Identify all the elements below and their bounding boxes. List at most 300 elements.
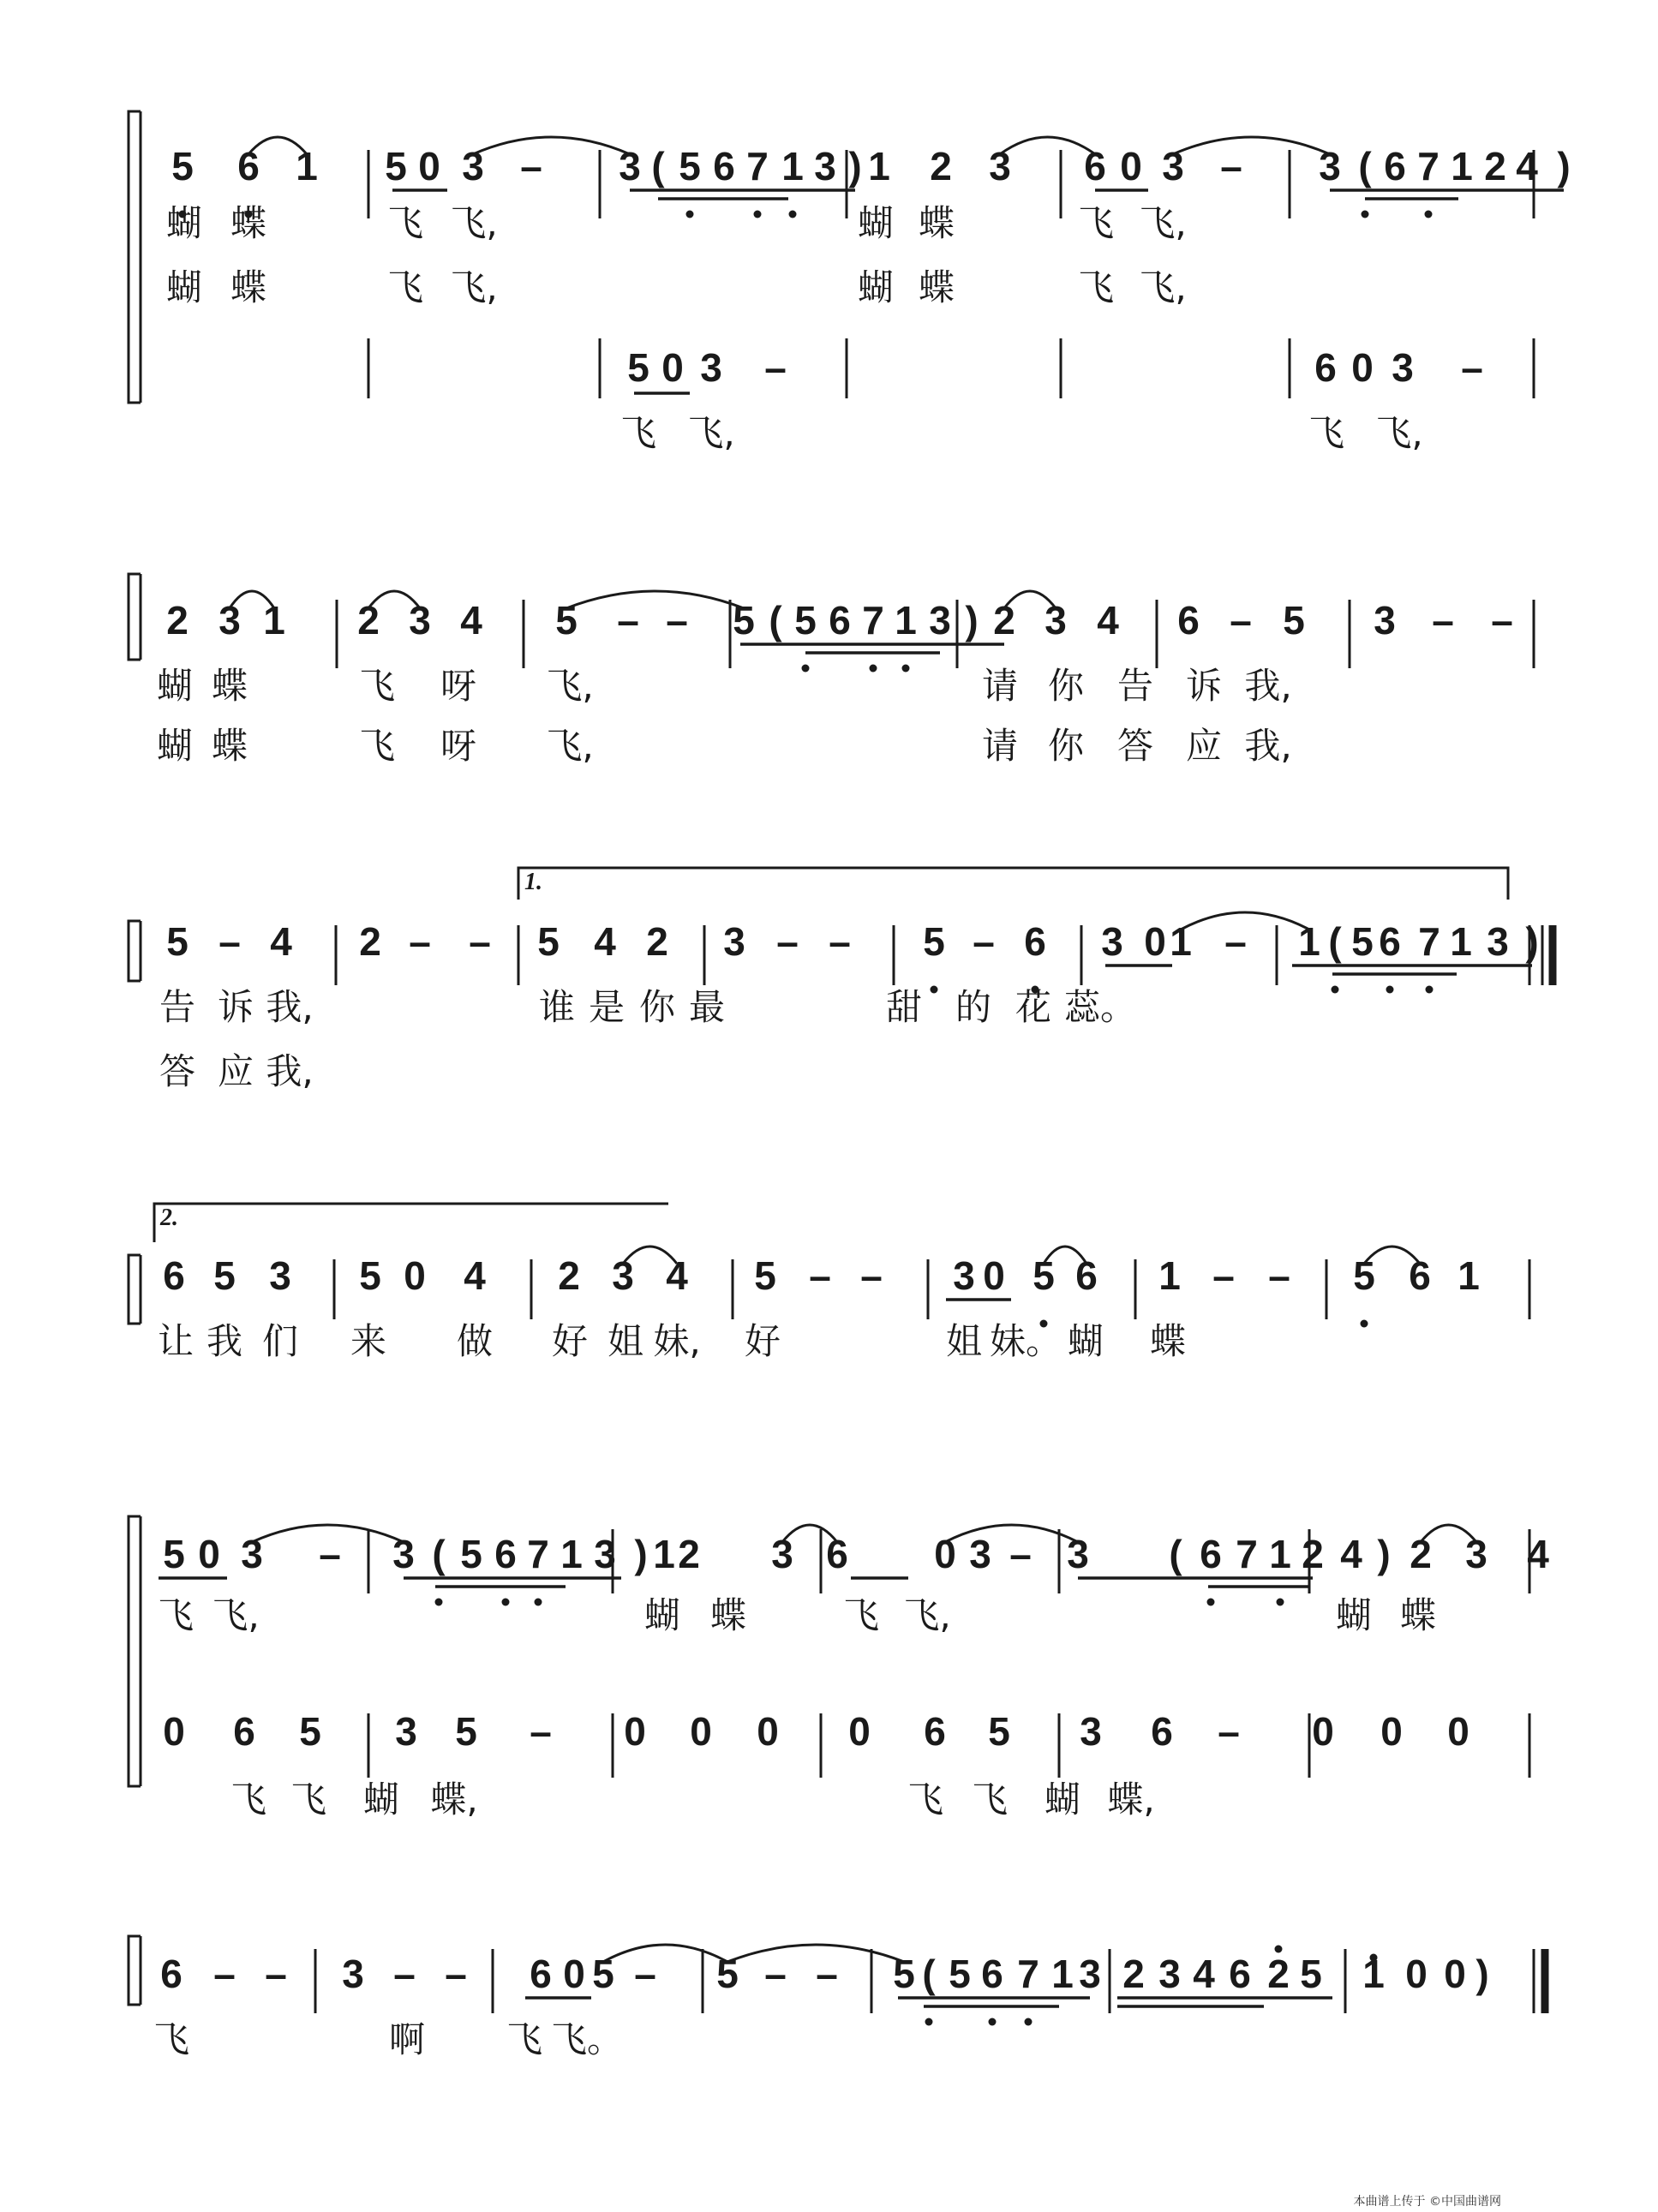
- jianpu-note: 4: [1527, 1532, 1549, 1576]
- jianpu-note: 5: [171, 144, 194, 188]
- score-lines: [129, 111, 1564, 2026]
- jianpu-note: 6: [160, 1952, 183, 1996]
- jianpu-note: 7: [1417, 144, 1440, 188]
- jianpu-note: 5: [163, 1532, 185, 1576]
- lyric-char: 你: [1047, 665, 1085, 707]
- lyric-char: 妹,: [653, 1320, 701, 1362]
- jianpu-note: 2: [1267, 1952, 1290, 1996]
- octave-dot: [754, 211, 762, 218]
- jianpu-note: 3: [814, 144, 836, 188]
- jianpu-note: 3: [771, 1532, 793, 1576]
- jianpu-note: 0: [1444, 1952, 1466, 1996]
- system-bracket: [129, 111, 141, 403]
- jianpu-note: ): [848, 144, 862, 188]
- jianpu-note: 5: [299, 1709, 321, 1754]
- octave-dot: [789, 211, 797, 218]
- jianpu-note: 3: [1319, 144, 1341, 188]
- jianpu-note: –: [809, 1253, 831, 1298]
- jianpu-note: 5: [555, 598, 578, 643]
- jianpu-note: 3: [969, 1532, 991, 1576]
- jianpu-note: 0: [1380, 1709, 1403, 1754]
- jianpu-note: 6: [713, 144, 735, 188]
- octave-dot: [502, 1599, 510, 1606]
- jianpu-note: 7: [862, 598, 884, 643]
- lyric-char: 飞。: [550, 2018, 624, 2060]
- octave-dot: [1361, 1320, 1368, 1328]
- jianpu-note: 2: [357, 598, 380, 643]
- jianpu-note: 6: [1409, 1253, 1431, 1298]
- jianpu-note: 6: [1314, 345, 1337, 390]
- jianpu-note: 4: [270, 919, 292, 964]
- jianpu-note: 0: [163, 1709, 185, 1754]
- jianpu-note: 6: [163, 1253, 185, 1298]
- lyric-char: 我: [206, 1320, 243, 1362]
- lyric-char: 蝶: [918, 202, 955, 244]
- lyric-char: 飞,: [450, 266, 498, 308]
- jianpu-note: 5: [455, 1709, 477, 1754]
- jianpu-note: –: [1218, 1709, 1240, 1754]
- jianpu-note: 6: [826, 1532, 848, 1576]
- lyric-char: 蝴: [165, 202, 203, 244]
- lyric-char: 飞,: [1375, 412, 1423, 454]
- jianpu-note: 3: [1101, 919, 1123, 964]
- jianpu-note: 2: [359, 919, 381, 964]
- jianpu-note: 0: [1120, 144, 1142, 188]
- jianpu-note: 6: [1200, 1532, 1222, 1576]
- lyric-char: 飞: [290, 1779, 327, 1820]
- lyric-char: 让: [157, 1320, 195, 1362]
- lyric-char: 飞: [971, 1779, 1009, 1820]
- lyric-char: 好: [744, 1320, 781, 1362]
- jianpu-note: (: [1328, 919, 1342, 964]
- jianpu-note: 1: [781, 144, 804, 188]
- jianpu-note: 7: [1418, 919, 1440, 964]
- jianpu-note: 0: [198, 1532, 220, 1576]
- lyric-char: 蝶,: [430, 1779, 478, 1820]
- lyric-char: 应: [1185, 725, 1223, 767]
- lyric-char: 是: [588, 986, 625, 1028]
- jianpu-note: 2: [1410, 1532, 1432, 1576]
- jianpu-note: –: [530, 1709, 552, 1754]
- system-bracket: [129, 1255, 141, 1324]
- jianpu-note: 2: [166, 598, 189, 643]
- jianpu-note: 5: [1033, 1253, 1055, 1298]
- footer-credit: 本曲谱上传于 ©中国曲谱网: [1353, 2195, 1501, 2209]
- lyric-char: 蝶,: [1107, 1779, 1155, 1820]
- jianpu-note: ): [1377, 1532, 1391, 1576]
- jianpu-note: 6: [233, 1709, 255, 1754]
- jianpu-note: –: [469, 919, 491, 964]
- jianpu-note: 5: [359, 1253, 381, 1298]
- jianpu-note: –: [319, 1532, 341, 1576]
- jianpu-note: 5: [1351, 919, 1374, 964]
- lyric-char: 飞,: [450, 202, 498, 244]
- jianpu-note: 2: [1302, 1532, 1324, 1576]
- jianpu-note: –: [520, 144, 542, 188]
- octave-dot: [989, 2018, 997, 2026]
- lyric-char: 妹。: [989, 1320, 1062, 1362]
- jianpu-note: 3: [409, 598, 431, 643]
- lyric-char: 飞: [506, 2018, 543, 2060]
- lyric-char: 蝴: [165, 266, 203, 308]
- jianpu-note: (: [769, 598, 782, 643]
- jianpu-note: 5: [213, 1253, 236, 1298]
- jianpu-note: 5: [460, 1532, 482, 1576]
- lyric-char: 蝶: [230, 266, 267, 308]
- lyric-char: 飞: [1077, 266, 1115, 308]
- lyric-char: 答: [159, 1050, 196, 1092]
- jianpu-note: 1: [1158, 1253, 1181, 1298]
- lyric-char: 甜: [885, 986, 923, 1028]
- tie-slur: [603, 1945, 727, 1962]
- jianpu-note: (: [1169, 1532, 1182, 1576]
- lyric-char: 飞: [1077, 202, 1115, 244]
- jianpu-note: –: [445, 1952, 467, 1996]
- lyric-char: 姐: [945, 1320, 983, 1362]
- octave-dot: [902, 665, 910, 673]
- lyric-char: 蝴: [1044, 1779, 1081, 1820]
- jianpu-note: 1: [1451, 144, 1473, 188]
- jianpu-note: 5: [385, 144, 407, 188]
- jianpu-note: 5: [949, 1952, 971, 1996]
- lyric-char: 啊: [388, 2018, 426, 2060]
- jianpu-note: 3: [218, 598, 241, 643]
- lyric-char: 呀: [440, 665, 477, 707]
- octave-dot: [1426, 986, 1434, 994]
- jianpu-note: (: [922, 1952, 936, 1996]
- octave-dot: [1386, 986, 1394, 994]
- lyric-char: 好: [551, 1320, 589, 1362]
- lyric-char: 我,: [1244, 665, 1292, 707]
- jianpu-note: –: [816, 1952, 838, 1996]
- jianpu-note: ): [634, 1532, 648, 1576]
- lyric-char: 蝴: [857, 266, 895, 308]
- jianpu-note: 3: [1162, 144, 1184, 188]
- score-text: [153, 144, 1571, 2060]
- lyric-char: 飞: [358, 725, 396, 767]
- volta-2-bracket: [154, 1204, 668, 1242]
- jianpu-note: (: [1358, 144, 1372, 188]
- lyric-char: 飞: [620, 412, 657, 454]
- lyric-char: 飞: [358, 665, 396, 707]
- jianpu-note: 1: [1450, 919, 1472, 964]
- jianpu-note: 0: [1144, 919, 1166, 964]
- jianpu-note: 3: [241, 1532, 263, 1576]
- lyric-char: 蝴: [156, 665, 194, 707]
- jianpu-note: 6: [1379, 919, 1401, 964]
- jianpu-note: –: [1009, 1532, 1032, 1576]
- octave-dot: [870, 665, 877, 673]
- lyric-char: 飞: [157, 1594, 195, 1636]
- jianpu-note: –: [973, 919, 995, 964]
- lyric-char: 飞,: [546, 725, 594, 767]
- jianpu-note: –: [764, 345, 787, 390]
- jianpu-note: 0: [1351, 345, 1374, 390]
- lyric-char: 答: [1116, 725, 1154, 767]
- jianpu-note: 5: [988, 1709, 1010, 1754]
- lyric-char: 飞,: [212, 1594, 260, 1636]
- lyric-char: 请: [981, 725, 1019, 767]
- system-bracket: [129, 1516, 141, 1786]
- lyric-char: 飞,: [687, 412, 735, 454]
- jianpu-note: –: [218, 919, 241, 964]
- jianpu-note: (: [651, 144, 665, 188]
- lyric-char: 蝶: [211, 665, 248, 707]
- jianpu-note: ): [1557, 144, 1571, 188]
- lyric-char: 蝴: [1335, 1594, 1373, 1636]
- jianpu-note: 5: [537, 919, 560, 964]
- jianpu-note: 6: [1177, 598, 1200, 643]
- lyric-char: 呀: [440, 725, 477, 767]
- jianpu-note: –: [1461, 345, 1483, 390]
- jianpu-note: 5: [754, 1253, 776, 1298]
- jianpu-note: –: [213, 1952, 236, 1996]
- lyric-char: 蝴: [643, 1594, 681, 1636]
- jianpu-note: 1: [296, 144, 318, 188]
- lyric-char: 蝴: [1067, 1320, 1104, 1362]
- jianpu-note: 0: [418, 144, 440, 188]
- jianpu-note: 3: [1487, 919, 1509, 964]
- jianpu-note: 7: [527, 1532, 549, 1576]
- lyric-char: 的: [955, 986, 992, 1028]
- jianpu-note: 5: [794, 598, 817, 643]
- jianpu-note: 6: [829, 598, 851, 643]
- octave-dot: [925, 2018, 933, 2026]
- lyric-char: 飞: [386, 202, 424, 244]
- jianpu-note: 2: [558, 1253, 580, 1298]
- jianpu-note: 6: [494, 1532, 517, 1576]
- jianpu-note: 6: [1084, 144, 1106, 188]
- lyric-char: 花: [1015, 986, 1052, 1028]
- jianpu-note: 4: [1097, 598, 1119, 643]
- jianpu-note: 0: [624, 1709, 646, 1754]
- octave-dot: [435, 1599, 443, 1606]
- jianpu-note: 3: [392, 1532, 415, 1576]
- lyric-char: 飞,: [546, 665, 594, 707]
- lyric-char: 请: [981, 665, 1019, 707]
- jianpu-note: 3: [269, 1253, 291, 1298]
- jianpu-note: 3: [700, 345, 722, 390]
- jianpu-note: 3: [1374, 598, 1396, 643]
- lyric-char: 诉: [1185, 665, 1223, 707]
- lyric-char: 飞: [842, 1594, 880, 1636]
- jianpu-note: –: [634, 1952, 656, 1996]
- lyric-char: 飞: [386, 266, 424, 308]
- lyric-char: 飞: [1308, 412, 1345, 454]
- jianpu-note: 0: [1447, 1709, 1469, 1754]
- jianpu-note: 4: [1193, 1952, 1215, 1996]
- jianpu-note: 3: [342, 1952, 364, 1996]
- octave-dot: [1277, 1599, 1284, 1606]
- lyric-char: 我,: [266, 986, 314, 1028]
- jianpu-note: 4: [464, 1253, 486, 1298]
- jianpu-note: 5: [1300, 1952, 1322, 1996]
- jianpu-note: 4: [1340, 1532, 1362, 1576]
- jianpu-note: 2: [678, 1532, 700, 1576]
- jianpu-note: 3: [395, 1709, 417, 1754]
- jianpu-note: 0: [563, 1952, 585, 1996]
- lyric-char: 蝴: [156, 725, 194, 767]
- jianpu-note: 4: [460, 598, 482, 643]
- octave-dot: [1362, 211, 1369, 218]
- lyric-char: 谁: [538, 986, 576, 1028]
- jianpu-note: 3: [619, 144, 641, 188]
- jianpu-note: –: [1212, 1253, 1235, 1298]
- jianpu-note: –: [1230, 598, 1252, 643]
- jianpu-note: 0: [690, 1709, 712, 1754]
- jianpu-note: 6: [1075, 1253, 1098, 1298]
- jianpu-note: 1: [560, 1532, 583, 1576]
- jianpu-note: –: [1220, 144, 1242, 188]
- lyric-char: 飞,: [1139, 266, 1187, 308]
- jianpu-note: 0: [934, 1532, 956, 1576]
- jianpu-note: 2: [1122, 1952, 1145, 1996]
- jianpu-note: –: [265, 1952, 287, 1996]
- tie-slur: [566, 591, 744, 608]
- jianpu-note: 3: [1465, 1532, 1487, 1576]
- lyric-char: 蕊。: [1063, 986, 1137, 1028]
- octave-dot: [1207, 1599, 1215, 1606]
- jianpu-note: 0: [404, 1253, 426, 1298]
- jianpu-note: 7: [1017, 1952, 1039, 1996]
- jianpu-note: –: [666, 598, 688, 643]
- volta-1-label: 1.: [524, 869, 542, 895]
- lyric-char: 诉: [217, 986, 254, 1028]
- jianpu-note: 4: [594, 919, 616, 964]
- jianpu-note: 3: [612, 1253, 634, 1298]
- octave-dot: [1425, 211, 1433, 218]
- jianpu-note: 3: [1079, 1952, 1101, 1996]
- lyric-char: 你: [1047, 725, 1085, 767]
- octave-dot: [802, 665, 810, 673]
- jianpu-note: 0: [1405, 1952, 1428, 1996]
- jianpu-note: 1: [1362, 1952, 1385, 1996]
- lyric-char: 蝶: [230, 202, 267, 244]
- jianpu-note: 6: [981, 1952, 1003, 1996]
- octave-dot: [931, 986, 938, 994]
- jianpu-note: 2: [1484, 144, 1506, 188]
- jianpu-note: 1: [1457, 1253, 1480, 1298]
- jianpu-note: 1: [1170, 919, 1192, 964]
- lyric-char: 飞: [230, 1779, 267, 1820]
- lyric-char: 最: [688, 986, 726, 1028]
- tie-slur: [1000, 137, 1095, 154]
- system-bracket: [129, 574, 141, 660]
- jianpu-note: 5: [679, 144, 701, 188]
- volta-1-bracket: [518, 868, 1508, 900]
- jianpu-note: 3: [1392, 345, 1414, 390]
- jianpu-note: –: [860, 1253, 883, 1298]
- system-bracket: [129, 1936, 141, 2005]
- lyric-char: 告: [1116, 665, 1154, 707]
- lyric-char: 飞,: [903, 1594, 951, 1636]
- jianpu-note: 3: [723, 919, 745, 964]
- jianpu-note: 3: [462, 144, 484, 188]
- lyric-char: 飞: [153, 2018, 190, 2060]
- jianpu-note: 3: [1067, 1532, 1089, 1576]
- jianpu-note: 4: [666, 1253, 688, 1298]
- lyric-char: 你: [638, 986, 676, 1028]
- jianpu-note: 6: [1384, 144, 1406, 188]
- lyric-char: 飞: [907, 1779, 944, 1820]
- jianpu-note: 5: [733, 598, 755, 643]
- jianpu-note: 3: [1080, 1709, 1102, 1754]
- jianpu-note: 6: [924, 1709, 946, 1754]
- jianpu-note: 0: [848, 1709, 871, 1754]
- jianpu-note: 5: [893, 1952, 915, 1996]
- jianpu-note: 6: [1024, 919, 1046, 964]
- lyric-char: 做: [456, 1320, 494, 1362]
- jianpu-note: 1: [653, 1532, 675, 1576]
- lyric-char: 告: [159, 986, 196, 1028]
- jianpu-note: 0: [1312, 1709, 1334, 1754]
- jianpu-note: –: [776, 919, 799, 964]
- lyric-char: 飞,: [1139, 202, 1187, 244]
- jianpu-note: 3: [953, 1253, 975, 1298]
- jianpu-note: 1: [1051, 1952, 1074, 1996]
- tie-slur: [473, 137, 630, 154]
- jianpu-note: 5: [1283, 598, 1305, 643]
- lyric-char: 蝶: [1399, 1594, 1437, 1636]
- jianpu-note: 2: [993, 598, 1015, 643]
- jianpu-note: 0: [757, 1709, 779, 1754]
- lyric-char: 我,: [266, 1050, 314, 1092]
- jianpu-note: ): [1475, 1952, 1489, 1996]
- jianpu-note: 6: [1151, 1709, 1173, 1754]
- lyric-char: 蝴: [362, 1779, 400, 1820]
- lyric-char: 蝶: [211, 725, 248, 767]
- jianpu-note: 5: [1353, 1253, 1375, 1298]
- jianpu-note: –: [1491, 598, 1513, 643]
- jianpu-note: 3: [1044, 598, 1067, 643]
- octave-dot: [1332, 986, 1339, 994]
- lyric-char: 我,: [1244, 725, 1292, 767]
- tie-slur: [1173, 137, 1330, 154]
- jianpu-note: 3: [989, 144, 1011, 188]
- jianpu-note: –: [1268, 1253, 1290, 1298]
- lyric-char: 姐: [607, 1320, 644, 1362]
- jianpu-note: 5: [592, 1952, 614, 1996]
- jianpu-note: 4: [1516, 144, 1538, 188]
- jianpu-note: 5: [923, 919, 945, 964]
- jianpu-note: 7: [746, 144, 769, 188]
- lyric-char: 蝶: [918, 266, 955, 308]
- jianpu-note: 3: [1158, 1952, 1181, 1996]
- jianpu-note: –: [1432, 598, 1454, 643]
- jianpu-note: ): [965, 598, 979, 643]
- jianpu-note: 1: [895, 598, 917, 643]
- lyric-char: 们: [261, 1320, 299, 1362]
- jianpu-note: –: [829, 919, 851, 964]
- jianpu-note: 6: [530, 1952, 552, 1996]
- jianpu-note: 1: [1298, 919, 1320, 964]
- jianpu-note: 6: [237, 144, 260, 188]
- lyric-char: 蝶: [1149, 1320, 1187, 1362]
- jianpu-note: 1: [1269, 1532, 1291, 1576]
- jianpu-note: 5: [716, 1952, 739, 1996]
- jianpu-note: 0: [983, 1253, 1005, 1298]
- jianpu-note: –: [1224, 919, 1247, 964]
- jianpu-note: 3: [594, 1532, 616, 1576]
- lyric-char: 应: [217, 1050, 254, 1092]
- jianpu-note: 6: [1229, 1952, 1251, 1996]
- octave-dot: [1025, 2018, 1033, 2026]
- jianpu-note: 5: [627, 345, 649, 390]
- jianpu-note: 0: [661, 345, 684, 390]
- lyric-char: 蝴: [857, 202, 895, 244]
- octave-dot: [686, 211, 694, 218]
- jianpu-note: –: [409, 919, 431, 964]
